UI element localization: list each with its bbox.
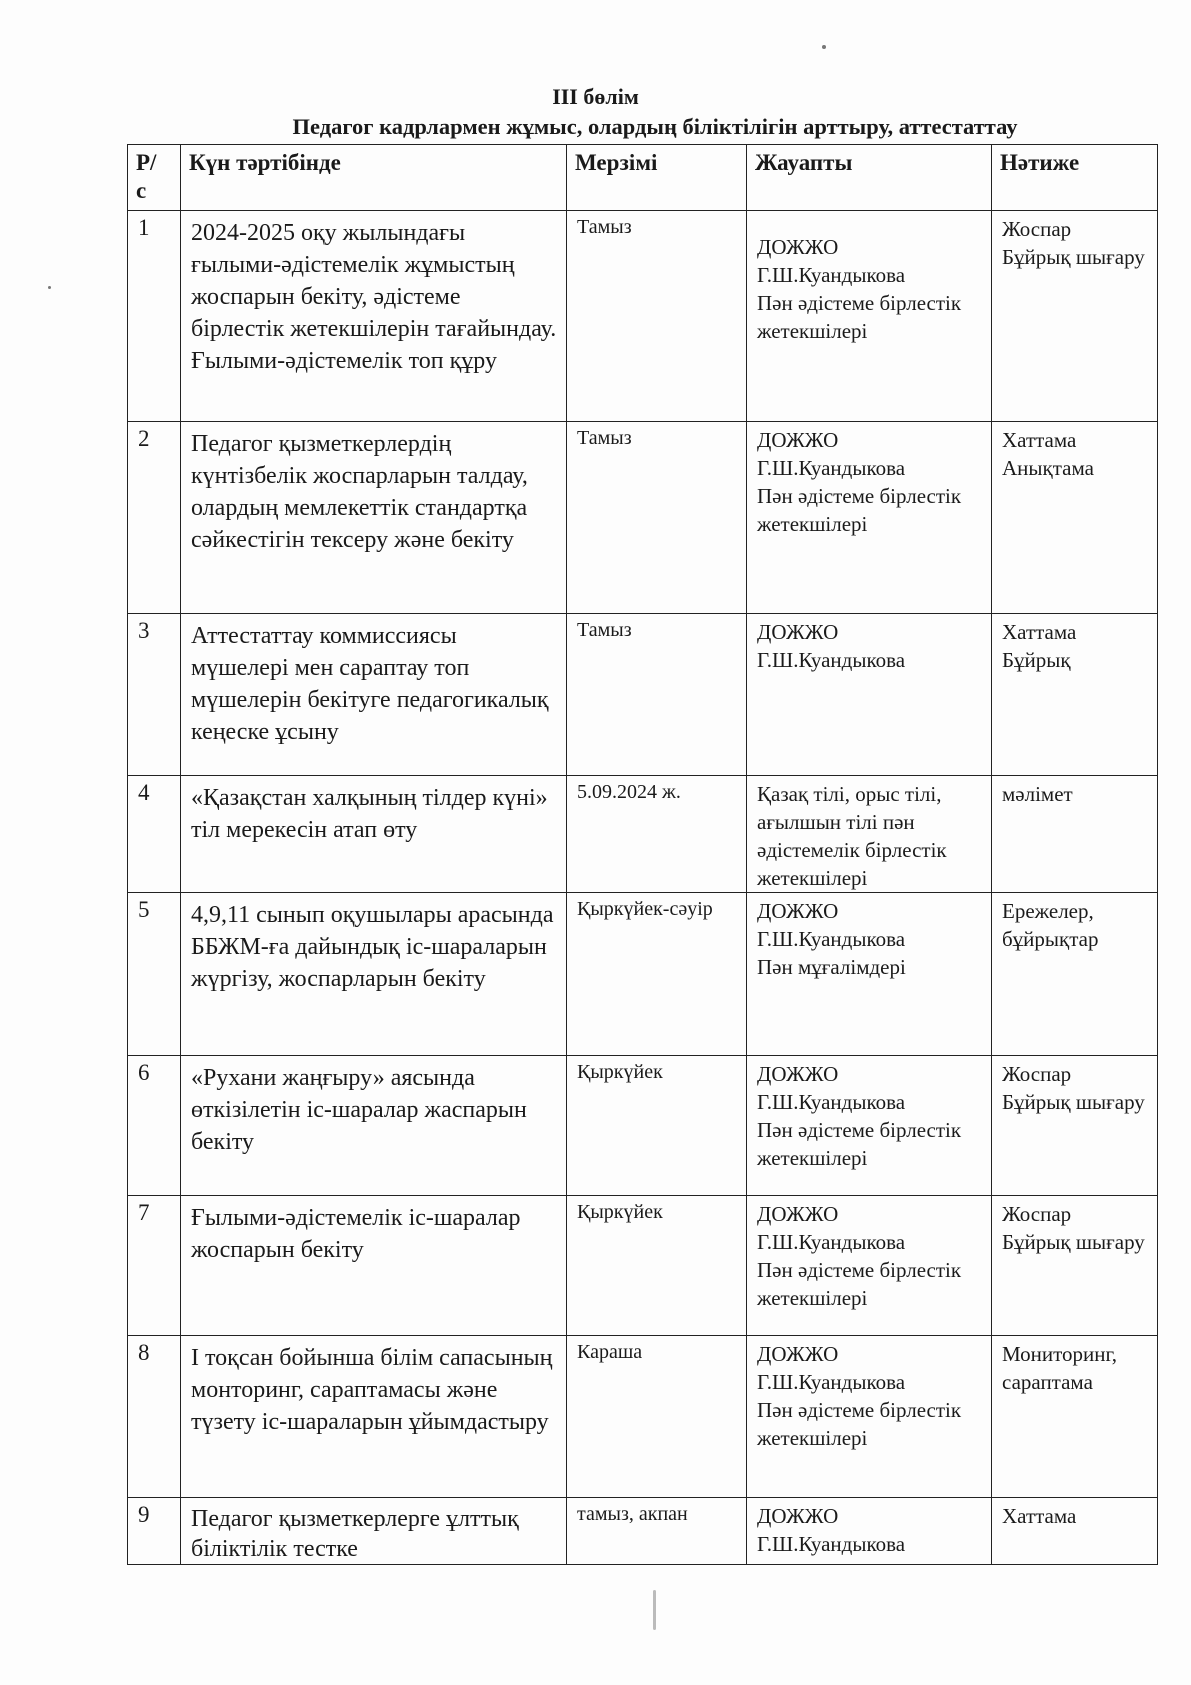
row-agenda: «Қазақстан халқының тілдер күні» тіл мерекесін атап өту <box>181 776 567 893</box>
row-agenda: 2024-2025 оқу жылындағы ғылыми-әдістемелік жұмыстың жоспарын бекіту, әдістеме бірлестік жетекшілерін тағайындау. Ғылыми-әдістемелік топ құру <box>181 211 567 422</box>
row-result <box>992 422 1158 614</box>
row-agenda: Педагог қызметкерлердің күнтізбелік жоспарларын талдау, олардың мемлекеттік стандартқа сәйкестігін тексеру және бекіту <box>181 422 567 614</box>
row-number: 3 <box>128 614 181 776</box>
row-result-text: Хаттама Анықтама <box>1002 428 1094 480</box>
row-responsible <box>747 1196 992 1336</box>
scan-speck <box>48 286 51 289</box>
row-number: 4 <box>128 776 181 893</box>
row-responsible-text: ДОЖЖО Г.Ш.Куандыкова <box>757 620 906 672</box>
header-num: Р/ с <box>128 145 181 211</box>
row-result-text: Жоспар Бұйрық шығару <box>1002 217 1145 269</box>
scan-speck <box>653 1590 656 1630</box>
row-number: 5 <box>128 893 181 1056</box>
table-row <box>128 614 1158 776</box>
row-result: Хаттама <box>992 1498 1158 1565</box>
row-term: Тамыз <box>567 422 747 614</box>
row-result: Мониторинг, сараптама <box>992 1336 1158 1498</box>
row-agenda: Ғылыми-әдістемелік іс-шаралар жоспарын бекіту <box>181 1196 567 1336</box>
header-result: Нәтиже <box>992 145 1158 211</box>
row-result <box>992 211 1158 422</box>
row-responsible-text: ДОЖЖО Г.Ш.Куандыкова Пән мұғалімдері <box>757 899 906 979</box>
row-term: Қыркүйек-сәуір <box>567 893 747 1056</box>
row-term: тамыз, акпан <box>567 1498 747 1565</box>
table-row <box>128 1056 1158 1196</box>
row-responsible-text: ДОЖЖО Г.Ш.Куандыкова <box>757 1504 906 1556</box>
table-row <box>128 1498 1158 1565</box>
row-agenda: 4,9,11 сынып оқушылары арасында ББЖМ-ға дайындық іс-шараларын жүргізу, жоспарларын бекіту <box>181 893 567 1056</box>
table-row <box>128 422 1158 614</box>
table-row <box>128 776 1158 893</box>
row-agenda: І тоқсан бойынша білім сапасының монторинг, сараптамасы және түзету іс-шараларын ұйымдастыру <box>181 1336 567 1498</box>
row-result <box>992 1196 1158 1336</box>
row-number: 8 <box>128 1336 181 1498</box>
row-agenda: «Рухани жаңғыру» аясында өткізілетін іс-шаралар жаспарын бекіту <box>181 1056 567 1196</box>
row-responsible-text: ДОЖЖО Г.Ш.Куандыкова Пән әдістеме бірлестік жетекшілері <box>757 1342 962 1450</box>
header-responsible: Жауапты <box>747 145 992 211</box>
row-term: Қыркүйек <box>567 1196 747 1336</box>
row-agenda: Педагог қызметкерлерге ұлттық біліктілік тестке <box>181 1498 567 1565</box>
row-responsible <box>747 211 992 422</box>
row-result-text: Хаттама Бұйрық <box>1002 620 1077 672</box>
row-responsible-text: ДОЖЖО Г.Ш.Куандыкова Пән әдістеме бірлестік жетекшілері <box>757 235 962 343</box>
row-number: 9 <box>128 1498 181 1565</box>
row-result <box>992 1056 1158 1196</box>
row-responsible <box>747 614 992 776</box>
row-result-text: Жоспар Бұйрық шығару <box>1002 1062 1145 1114</box>
row-responsible <box>747 1498 992 1565</box>
row-term: Тамыз <box>567 614 747 776</box>
row-number: 1 <box>128 211 181 422</box>
table-header-row <box>128 145 1158 211</box>
table-row <box>128 1196 1158 1336</box>
row-result: мәлімет <box>992 776 1158 893</box>
row-term: Караша <box>567 1336 747 1498</box>
row-responsible <box>747 893 992 1056</box>
row-result-text: Жоспар Бұйрық шығару <box>1002 1202 1145 1254</box>
row-term: Тамыз <box>567 211 747 422</box>
table-row <box>128 211 1158 422</box>
row-responsible-text: ДОЖЖО Г.Ш.Куандыкова Пән әдістеме бірлестік жетекшілері <box>757 428 962 536</box>
row-term: 5.09.2024 ж. <box>567 776 747 893</box>
row-responsible-text: ДОЖЖО Г.Ш.Куандыкова Пән әдістеме бірлестік жетекшілері <box>757 1062 962 1170</box>
row-responsible <box>747 1336 992 1498</box>
plan-table <box>127 144 1158 1565</box>
scan-speck <box>822 45 826 49</box>
table-row <box>128 893 1158 1056</box>
section-number: III бөлім <box>552 84 639 109</box>
row-number: 7 <box>128 1196 181 1336</box>
row-responsible <box>747 422 992 614</box>
row-responsible: Қазақ тілі, орыс тілі, ағылшын тілі пән әдістемелік бірлестік жетекшілері <box>747 776 992 893</box>
header-term: Мерзімі <box>567 145 747 211</box>
row-result: Ережелер, бұйрықтар <box>992 893 1158 1056</box>
row-agenda: Аттестаттау коммиссиясы мүшелері мен сараптау топ мүшелерін бекітуге педагогикалық кеңеске ұсыну <box>181 614 567 776</box>
section-title: Педагог кадрлармен жұмыс, олардың біліктілігін арттыру, аттестаттау <box>292 114 1018 139</box>
row-number: 2 <box>128 422 181 614</box>
header-agenda: Күн тәртібінде <box>181 145 567 211</box>
row-result <box>992 614 1158 776</box>
row-term: Қыркүйек <box>567 1056 747 1196</box>
row-responsible-text: ДОЖЖО Г.Ш.Куандыкова Пән әдістеме бірлестік жетекшілері <box>757 1202 962 1310</box>
table-row <box>128 1336 1158 1498</box>
row-number: 6 <box>128 1056 181 1196</box>
row-responsible <box>747 1056 992 1196</box>
